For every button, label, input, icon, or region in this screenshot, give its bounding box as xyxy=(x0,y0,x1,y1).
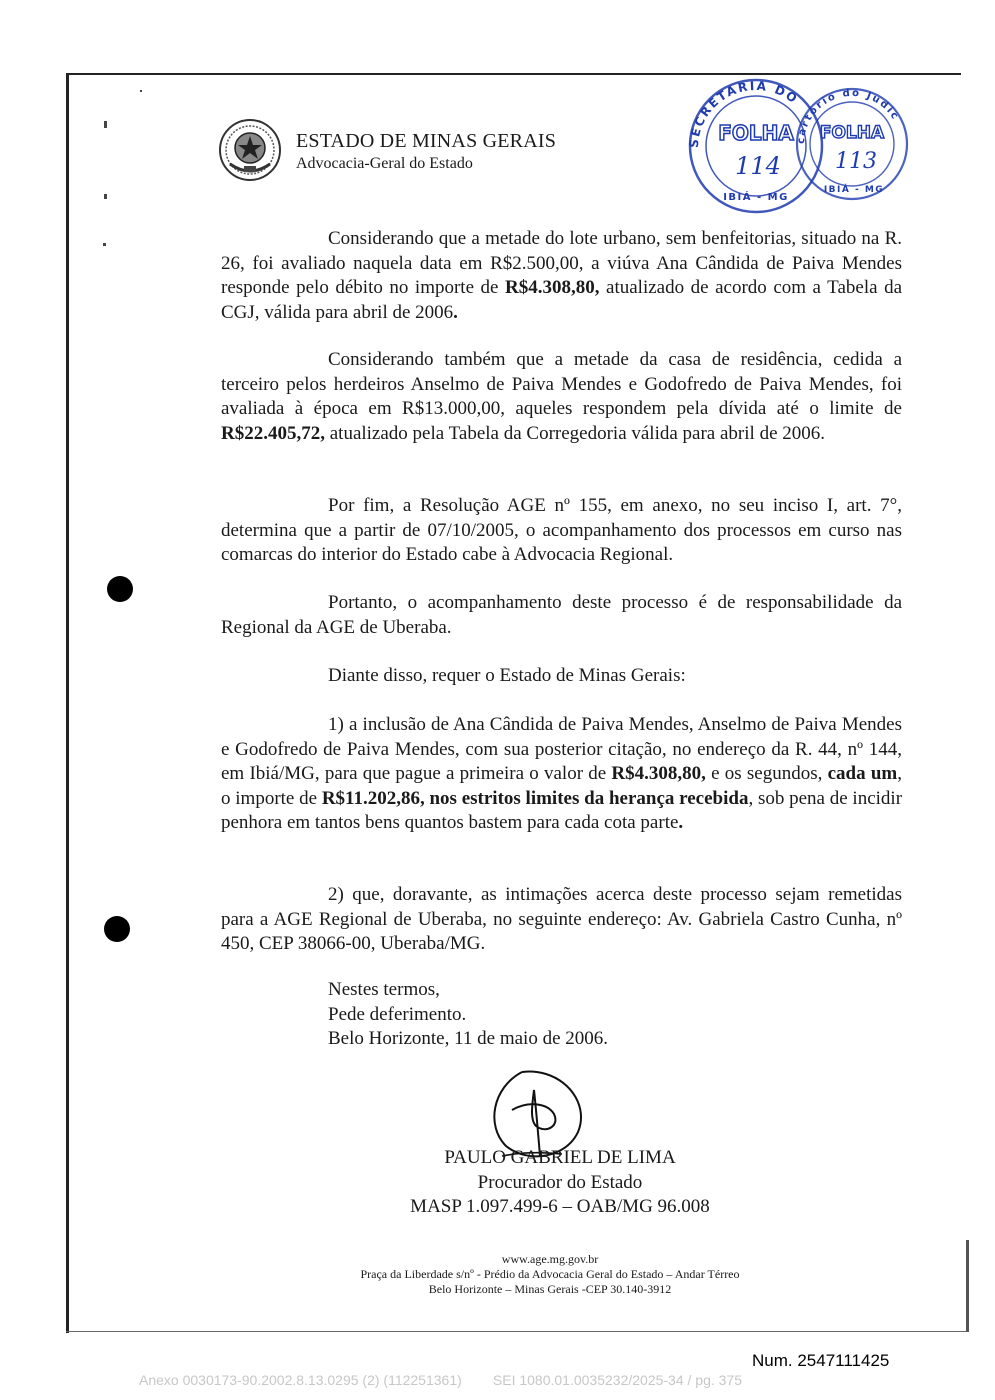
signatory-registration: MASP 1.097.499-6 – OAB/MG 96.008 xyxy=(410,1196,710,1217)
header-subtitle: Advocacia-Geral do Estado xyxy=(296,155,473,172)
scan-speck xyxy=(104,121,107,128)
stamp-right-folha: FOLHA xyxy=(819,123,885,143)
paragraph-6: 1) a inclusão de Ana Cândida de Paiva Mendes, Anselmo de Paiva Mendes e Godofredo de Paiva Mendes, com sua posterior citação, no endereço da R. 44, nº 144, em Ibiá/MG, para que pague a primeira o valor de R$4.308,80, e os segundos, cada um, o importe de R$11.202,86, nos estritos limites da herança recebida, sob pena de incidir penhora em tantos bens quantos bastem para cada cota parte. xyxy=(221,714,903,833)
signatory-name: PAULO GABRIEL DE LIMA xyxy=(444,1147,676,1168)
paragraph-1: Considerando que a metade do lote urbano, sem benfeitorias, situado na R. 26, foi avaliado naquela data em R$2.500,00, a viúva Ana Cândida de Paiva Mendes responde pelo débito no importe de R$4.308,80, atualizado de acordo com a Tabela da CGJ, válida para abril de 2006. xyxy=(221,228,902,323)
annex-reference: Anexo 0030173-90.2002.8.13.0295 (2) (112251361) SEI 1080.01.0035232/2025-34 / pg. 375 xyxy=(139,1372,742,1388)
closing-line-2: Pede deferimento. xyxy=(328,1003,467,1025)
stamp-left-bottom-text: IBIÁ - MG xyxy=(723,192,789,203)
scan-speck xyxy=(104,194,107,199)
folio-stamps xyxy=(676,68,916,218)
signatory-role: Procurador do Estado xyxy=(477,1171,643,1193)
paragraph-3: Por fim, a Resolução AGE nº 155, em anexo, no seu inciso I, art. 7°, determina que a partir de 07/10/2005, o acompanhamento dos processos em curso nas comarcas do interior do Estado cabe à Advocacia Regional. xyxy=(221,495,902,565)
paragraph-4: Portanto, o acompanhamento deste processo é de responsabilidade da Regional da AGE de Uberaba. xyxy=(221,592,902,638)
paragraph-7: 2) que, doravante, as intimações acerca deste processo sejam remetidas para a AGE Regional de Uberaba, no seguinte endereço: Av. Gabriela Castro Cunha, nº 450, CEP 38066-00, Uberaba/MG. xyxy=(221,884,902,954)
stamp-right-bottom-text: IBIÁ - MG xyxy=(823,185,885,195)
scan-edge-right xyxy=(966,1240,969,1332)
paragraph-5: Diante disso, requer o Estado de Minas Gerais: xyxy=(328,665,686,686)
stamp-left-folio: 114 xyxy=(735,152,781,180)
document-number: Num. 2547111425 xyxy=(752,1351,890,1370)
stamp-right-folio: 113 xyxy=(835,149,877,174)
footer-address-2: Belo Horizonte – Minas Gerais -CEP 30.140-3912 xyxy=(428,1282,672,1296)
closing-block xyxy=(328,978,608,1052)
stamp-left-folha: FOLHA xyxy=(718,121,794,145)
paragraph-2: Considerando também que a metade da casa de residência, cedida a terceiro pelos herdeiros Anselmo de Paiva Mendes e Godofredo de Paiva Mendes, foi avaliada à época em R$13.000,00, aqueles respondem pela dívida até o limite de R$22.405,72, atualizado pela Tabela da Corregedoria válida para abril de 2006. xyxy=(221,349,902,444)
letterhead-footer xyxy=(300,1252,800,1297)
signatory-block xyxy=(380,1146,740,1220)
stamp-left-top-text: SECRETARIA DO xyxy=(686,78,802,149)
scan-edge-left xyxy=(66,73,69,1333)
coat-of-arms-icon xyxy=(218,118,282,182)
footer-address-1: Praça da Liberdade s/nº - Prédio da Advocacia Geral do Estado – Andar Térreo xyxy=(360,1267,740,1281)
closing-line-3: Belo Horizonte, 11 de maio de 2006. xyxy=(328,1028,609,1049)
footer-website: www.age.mg.gov.br xyxy=(501,1252,599,1266)
scan-edge-bottom xyxy=(66,1331,966,1332)
scan-speck xyxy=(140,90,142,92)
scan-speck xyxy=(103,243,106,246)
punch-hole-upper xyxy=(107,576,133,602)
stamp-right-top-text: cartório do Judic xyxy=(795,87,902,145)
punch-hole-lower xyxy=(104,916,130,942)
closing-line-1: Nestes termos, xyxy=(328,979,440,1000)
header-title: ESTADO DE MINAS GERAIS xyxy=(296,130,557,152)
